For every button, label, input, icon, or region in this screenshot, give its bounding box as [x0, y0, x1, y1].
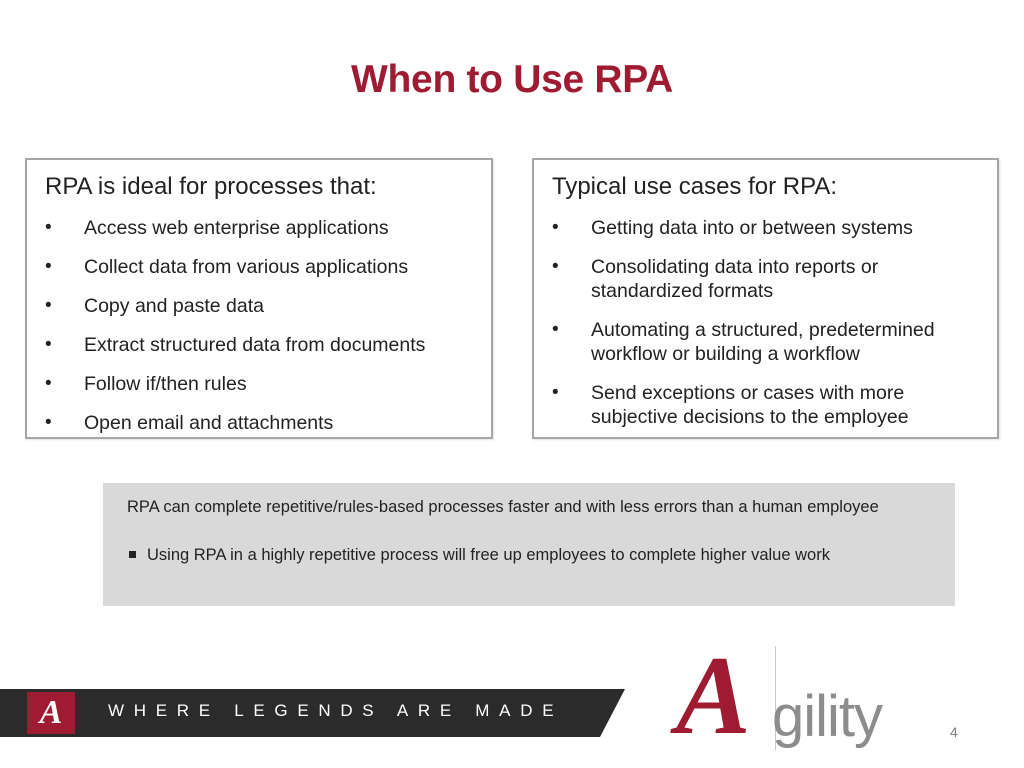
footer-tagline: WHERE LEGENDS ARE MADE — [108, 701, 564, 720]
bullet-icon: • — [45, 217, 52, 238]
bullet-icon: • — [45, 256, 52, 277]
ideal-processes-box — [25, 158, 493, 439]
summary-note-text: RPA can complete repetitive/rules-based processes faster and with less errors than a human employee — [127, 498, 879, 516]
agility-logo-text: gility — [772, 684, 883, 749]
ideal-processes-list — [45, 216, 477, 450]
list-item: • Send exceptions or cases with more subjective decisions to the employee — [552, 382, 909, 428]
bullet-icon: • — [45, 334, 52, 355]
bullet-icon: • — [552, 382, 559, 403]
bullet-icon: • — [45, 412, 52, 433]
summary-note — [103, 483, 955, 606]
list-item: • Extract structured data from documents — [45, 334, 426, 356]
bullet-icon: • — [45, 373, 52, 394]
list-item: • Automating a structured, predetermined workflow or building a workflow — [552, 319, 935, 365]
list-item: • Open email and attachments — [45, 412, 334, 434]
summary-note-subitem: Using RPA in a highly repetitive process will free up employees to complete higher value work — [127, 543, 931, 567]
use-cases-heading: Typical use cases for RPA: — [552, 173, 837, 200]
list-item: • Collect data from various applications — [45, 256, 409, 278]
list-item: • Copy and paste data — [45, 295, 264, 317]
agility-logo — [676, 634, 906, 758]
use-cases-box — [532, 158, 999, 439]
bullet-icon: • — [45, 295, 52, 316]
list-item: • Access web enterprise applications — [45, 217, 389, 239]
list-item: • Getting data into or between systems — [552, 217, 913, 239]
agility-logo-a: A — [676, 634, 751, 758]
bullet-icon: • — [552, 256, 559, 277]
bullet-icon: • — [552, 319, 559, 340]
ideal-processes-heading: RPA is ideal for processes that: — [45, 173, 377, 200]
slide-title: When to Use RPA — [351, 58, 673, 101]
use-cases-list — [552, 216, 983, 444]
list-item: • Consolidating data into reports or standardized formats — [552, 256, 879, 302]
list-item: • Follow if/then rules — [45, 373, 247, 395]
bullet-icon: • — [552, 217, 559, 238]
square-bullet-icon — [129, 551, 136, 558]
university-logo-icon: A — [27, 692, 75, 734]
page-number: 4 — [950, 724, 958, 740]
